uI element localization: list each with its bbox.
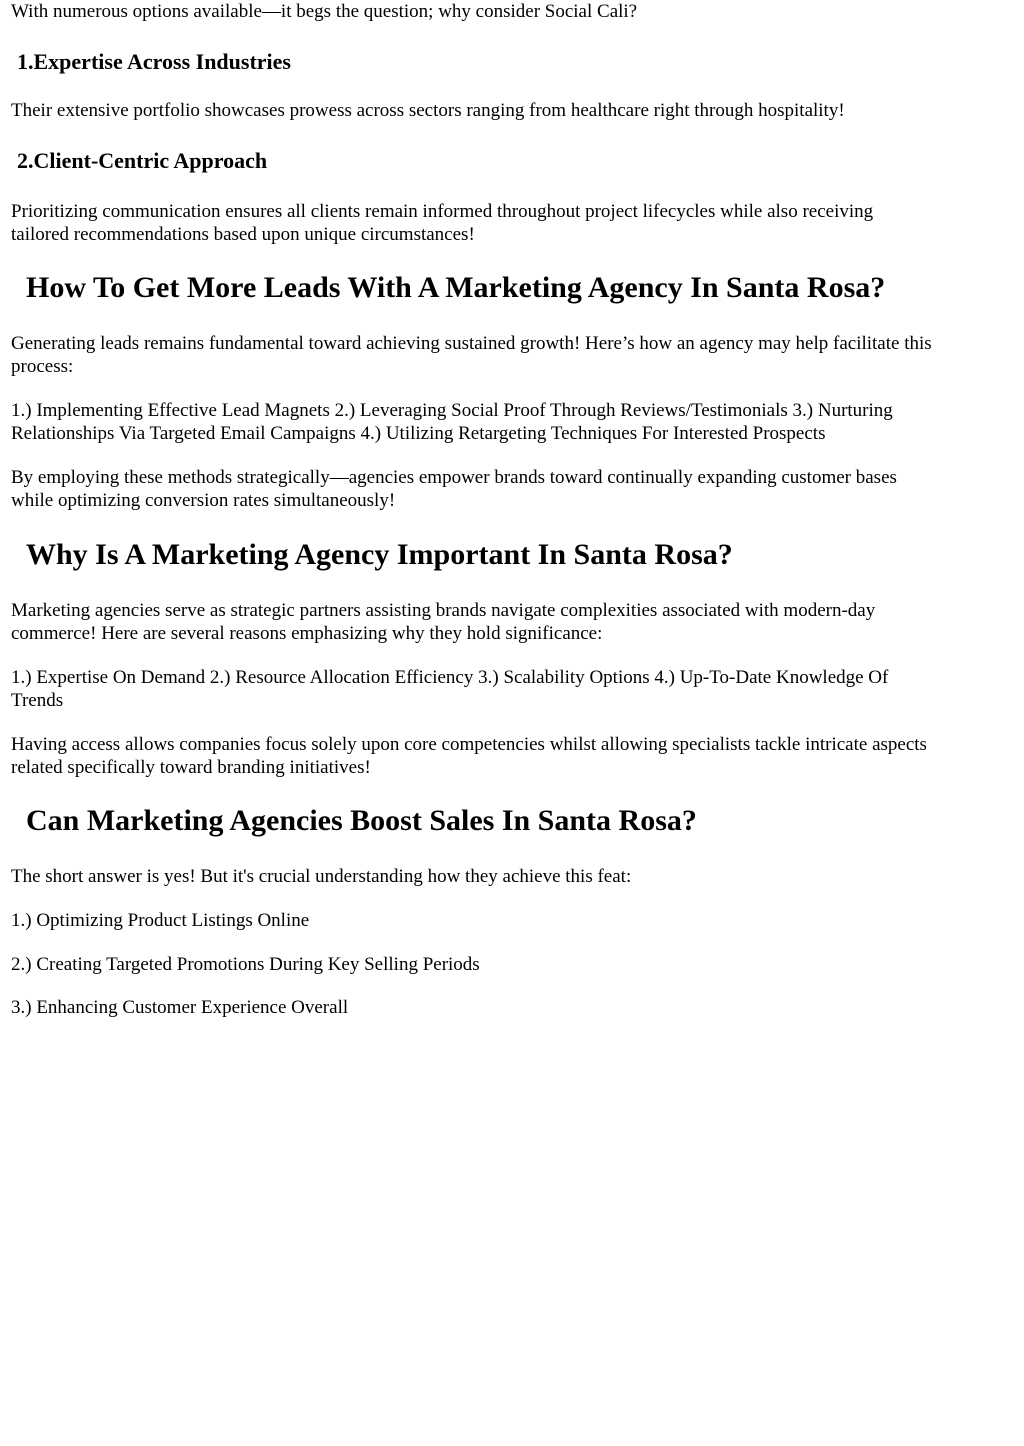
importance-paragraph-3-line-1: Having access allows companies focus solely upon core competencies whilst allowing specialists tackle intricate aspects xyxy=(11,734,927,755)
leads-paragraph-1-line-2: process: xyxy=(11,356,74,377)
importance-paragraph-3-line-2: related specifically toward branding initiatives! xyxy=(11,757,371,778)
section-heading-leads: How To Get More Leads With A Marketing Agency In Santa Rosa? xyxy=(26,271,886,304)
leads-paragraph-1-line-1: Generating leads remains fundamental toward achieving sustained growth! Here’s how an agency may help facilitate this xyxy=(11,333,932,354)
leads-paragraph-3-line-2: while optimizing conversion rates simultaneously! xyxy=(11,490,396,511)
importance-paragraph-2-line-2: Trends xyxy=(11,690,64,711)
intro-paragraph: With numerous options available—it begs the question; why consider Social Cali? xyxy=(11,1,638,22)
sales-list-item-1: 1.) Optimizing Product Listings Online xyxy=(11,910,310,931)
section-heading-sales: Can Marketing Agencies Boost Sales In Santa Rosa? xyxy=(26,804,697,837)
importance-paragraph-1-line-2: commerce! Here are several reasons emphasizing why they hold significance: xyxy=(11,623,603,644)
section-heading-importance: Why Is A Marketing Agency Important In Santa Rosa? xyxy=(26,538,733,571)
importance-paragraph-2-line-1: 1.) Expertise On Demand 2.) Resource Allocation Efficiency 3.) Scalability Options 4.) Up-To-Date Knowledge Of xyxy=(11,667,889,688)
reason-body-expertise: Their extensive portfolio showcases prowess across sectors ranging from healthcare right through hospitality! xyxy=(11,100,845,121)
leads-paragraph-3-line-1: By employing these methods strategically—agencies empower brands toward continually expanding customer bases xyxy=(11,467,897,488)
leads-paragraph-2-line-2: Relationships Via Targeted Email Campaigns 4.) Utilizing Retargeting Techniques For Interested Prospects xyxy=(11,423,826,444)
reason-body-client-centric-line-2: tailored recommendations based upon unique circumstances! xyxy=(11,224,475,245)
leads-paragraph-2-line-1: 1.) Implementing Effective Lead Magnets 2.) Leveraging Social Proof Through Reviews/Testimonials 3.) Nurturing xyxy=(11,400,893,421)
reason-heading-client-centric: 2.Client-Centric Approach xyxy=(17,148,268,173)
sales-list-item-3: 3.) Enhancing Customer Experience Overall xyxy=(11,997,349,1018)
sales-paragraph-intro: The short answer is yes! But it's crucial understanding how they achieve this feat: xyxy=(11,866,632,887)
reason-body-client-centric-line-1: Prioritizing communication ensures all clients remain informed throughout project lifecycles while also receiving xyxy=(11,201,874,222)
reason-heading-expertise: 1.Expertise Across Industries xyxy=(17,49,291,74)
sales-list-item-2: 2.) Creating Targeted Promotions During Key Selling Periods xyxy=(11,954,480,975)
importance-paragraph-1-line-1: Marketing agencies serve as strategic partners assisting brands navigate complexities associated with modern-day xyxy=(11,600,876,621)
